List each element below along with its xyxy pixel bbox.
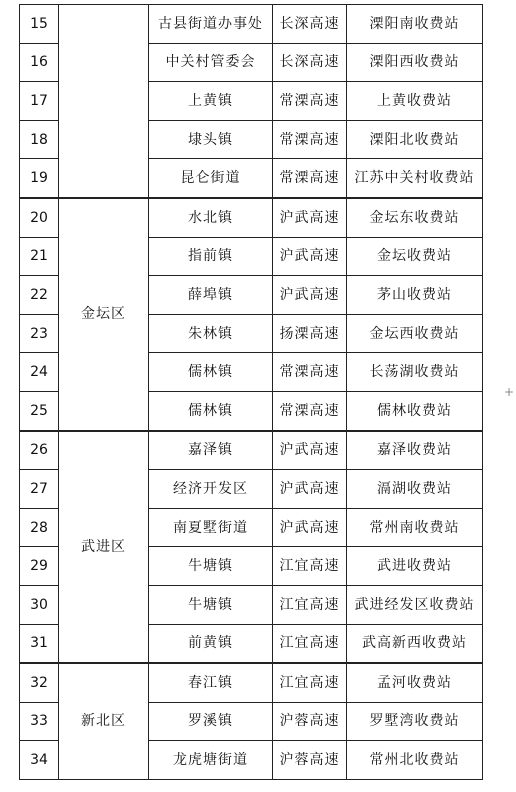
station-cell: 常州北收费站: [347, 741, 483, 780]
station-cell: 常州南收费站: [347, 508, 483, 547]
station-cell: 茅山收费站: [347, 276, 483, 315]
row-number-cell: 15: [20, 5, 59, 44]
row-number-cell: 25: [20, 391, 59, 430]
district-cell: 金坛区: [59, 198, 149, 431]
highway-cell: 常溧高速: [273, 391, 347, 430]
highway-cell: 常溧高速: [273, 159, 347, 198]
town-cell: 薛埠镇: [149, 276, 273, 315]
scroll-plus-marker[interactable]: +: [503, 385, 514, 399]
town-cell: 前黄镇: [149, 624, 273, 663]
highway-cell: 江宜高速: [273, 585, 347, 624]
row-number-cell: 31: [20, 624, 59, 663]
highway-cell: 常溧高速: [273, 353, 347, 392]
row-number-cell: 16: [20, 43, 59, 82]
row-number-cell: 27: [20, 470, 59, 509]
highway-cell: 沪武高速: [273, 508, 347, 547]
town-cell: 嘉泽镇: [149, 431, 273, 470]
highway-cell: 沪武高速: [273, 431, 347, 470]
highway-cell: 江宜高速: [273, 547, 347, 586]
station-cell: 儒林收费站: [347, 391, 483, 430]
highway-cell: 长深高速: [273, 43, 347, 82]
town-cell: 指前镇: [149, 237, 273, 276]
highway-cell: 沪蓉高速: [273, 702, 347, 741]
town-cell: 罗溪镇: [149, 702, 273, 741]
station-cell: 溧阳南收费站: [347, 5, 483, 44]
town-cell: 儒林镇: [149, 353, 273, 392]
highway-cell: 沪蓉高速: [273, 741, 347, 780]
station-cell: 滆湖收费站: [347, 470, 483, 509]
row-number-cell: 23: [20, 314, 59, 353]
table-row: [20, 5, 483, 44]
town-cell: 埭头镇: [149, 120, 273, 159]
station-cell: 溧阳西收费站: [347, 43, 483, 82]
row-number-cell: 26: [20, 431, 59, 470]
town-cell: 古县街道办事处: [149, 5, 273, 44]
district-cell: 新北区: [59, 663, 149, 779]
highway-cell: 长深高速: [273, 5, 347, 44]
table-row: [20, 198, 483, 237]
row-number-cell: 34: [20, 741, 59, 780]
highway-cell: 沪武高速: [273, 470, 347, 509]
row-number-cell: 33: [20, 702, 59, 741]
highway-cell: 沪武高速: [273, 276, 347, 315]
station-cell: 罗墅湾收费站: [347, 702, 483, 741]
station-cell: 金坛西收费站: [347, 314, 483, 353]
highway-cell: 沪武高速: [273, 237, 347, 276]
table-row: [20, 431, 483, 470]
town-cell: 春江镇: [149, 663, 273, 702]
station-cell: 武高新西收费站: [347, 624, 483, 663]
highway-cell: 常溧高速: [273, 82, 347, 121]
highway-cell: 扬溧高速: [273, 314, 347, 353]
row-number-cell: 18: [20, 120, 59, 159]
row-number-cell: 32: [20, 663, 59, 702]
row-number-cell: 17: [20, 82, 59, 121]
station-cell: 上黄收费站: [347, 82, 483, 121]
district-cell: [59, 5, 149, 198]
town-cell: 朱林镇: [149, 314, 273, 353]
station-cell: 武进经发区收费站: [347, 585, 483, 624]
town-cell: 昆仑街道: [149, 159, 273, 198]
district-cell: 武进区: [59, 431, 149, 664]
station-cell: 武进收费站: [347, 547, 483, 586]
station-cell: 溧阳北收费站: [347, 120, 483, 159]
table-row: [20, 663, 483, 702]
station-cell: 嘉泽收费站: [347, 431, 483, 470]
town-cell: 牛塘镇: [149, 547, 273, 586]
station-cell: 金坛东收费站: [347, 198, 483, 237]
town-cell: 龙虎塘街道: [149, 741, 273, 780]
town-cell: 儒林镇: [149, 391, 273, 430]
row-number-cell: 22: [20, 276, 59, 315]
row-number-cell: 21: [20, 237, 59, 276]
toll-station-table: [19, 4, 483, 780]
row-number-cell: 30: [20, 585, 59, 624]
town-cell: 南夏墅街道: [149, 508, 273, 547]
town-cell: 中关村管委会: [149, 43, 273, 82]
row-number-cell: 29: [20, 547, 59, 586]
row-number-cell: 20: [20, 198, 59, 237]
row-number-cell: 19: [20, 159, 59, 198]
table-body: [20, 5, 483, 780]
highway-cell: 常溧高速: [273, 120, 347, 159]
town-cell: 上黄镇: [149, 82, 273, 121]
station-cell: 孟河收费站: [347, 663, 483, 702]
station-cell: 长荡湖收费站: [347, 353, 483, 392]
station-cell: 金坛收费站: [347, 237, 483, 276]
station-cell: 江苏中关村收费站: [347, 159, 483, 198]
town-cell: 水北镇: [149, 198, 273, 237]
toll-station-table-container: [19, 4, 483, 780]
row-number-cell: 28: [20, 508, 59, 547]
town-cell: 牛塘镇: [149, 585, 273, 624]
highway-cell: 江宜高速: [273, 663, 347, 702]
town-cell: 经济开发区: [149, 470, 273, 509]
row-number-cell: 24: [20, 353, 59, 392]
highway-cell: 江宜高速: [273, 624, 347, 663]
highway-cell: 沪武高速: [273, 198, 347, 237]
